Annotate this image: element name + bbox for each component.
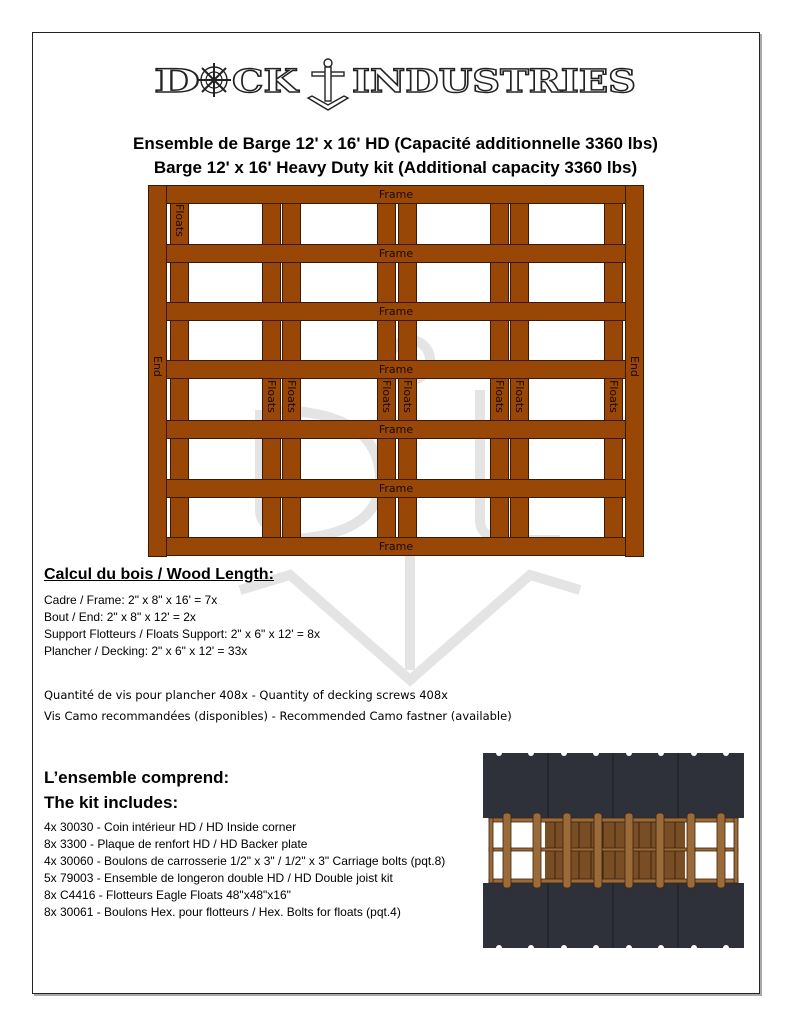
wood-item: Bout / End: 2" x 8" x 12' = 2x xyxy=(44,610,196,624)
kit-item: 5x 79003 - Ensemble de longeron double HD / HD Double joist kit xyxy=(44,871,393,885)
frame-board: Frame xyxy=(166,302,626,321)
float-support: Floats xyxy=(377,195,396,551)
end-board: End xyxy=(148,185,167,557)
float-support: Floats xyxy=(604,195,623,551)
kit-item: 4x 30060 - Boulons de carrosserie 1/2" x 3" / 1/2" x 3" Carriage bolts (pqt.8) xyxy=(44,854,446,868)
barge-render-image xyxy=(483,753,744,948)
dock-industries-logo xyxy=(152,58,640,112)
frame-board: Frame xyxy=(166,185,626,204)
float-support: Floats xyxy=(282,195,301,551)
frame-board: Frame xyxy=(166,479,626,498)
kit-heading-english: The kit includes: xyxy=(44,793,179,812)
screw-recommendation: Vis Camo recommandées (disponibles) - Recommended Camo fastner (available) xyxy=(44,709,512,723)
kit-heading-french: L’ensemble comprend: xyxy=(44,768,230,787)
wood-length-heading: Calcul du bois / Wood Length: xyxy=(44,566,274,583)
ship-wheel-icon xyxy=(197,63,231,97)
barge-frame-diagram xyxy=(148,185,644,557)
float-support: Floats xyxy=(398,195,417,551)
svg-text:D: D xyxy=(154,62,200,100)
float-support: Floats xyxy=(262,195,281,551)
frame-board: Frame xyxy=(166,537,626,556)
kit-item: 8x 3300 - Plaque de renfort HD / HD Backer plate xyxy=(44,837,308,851)
title-english: Barge 12' x 16' Heavy Duty kit (Additional capacity 3360 lbs) xyxy=(153,158,638,177)
svg-text:CK: CK xyxy=(232,62,300,100)
frame-board: Frame xyxy=(166,360,626,379)
float-support: Floats xyxy=(490,195,509,551)
wood-item: Support Flotteurs / Floats Support: 2" x 6" x 12' = 8x xyxy=(44,627,320,641)
svg-text:INDUSTRIES: INDUSTRIES xyxy=(352,62,636,100)
frame-board: Frame xyxy=(164,420,628,439)
wood-item: Plancher / Decking: 2" x 6" x 12' = 33x xyxy=(44,644,248,658)
end-board: End xyxy=(625,185,644,557)
anchor-icon xyxy=(308,59,348,110)
kit-item: 4x 30030 - Coin intérieur HD / HD Inside corner xyxy=(44,820,297,834)
float-support: Floats xyxy=(170,195,189,551)
screw-quantity: Quantité de vis pour plancher 408x - Quantity of decking screws 408x xyxy=(44,688,448,702)
frame-board: Frame xyxy=(166,244,626,263)
float-support: Floats xyxy=(510,195,529,551)
kit-item: 8x 30061 - Boulons Hex. pour flotteurs / Hex. Bolts for floats (pqt.4) xyxy=(44,905,401,919)
title-french: Ensemble de Barge 12' x 16' HD (Capacité additionnelle 3360 lbs) xyxy=(133,134,658,153)
wood-item: Cadre / Frame: 2" x 8" x 16' = 7x xyxy=(44,593,218,607)
kit-item: 8x C4416 - Flotteurs Eagle Floats 48"x48"x16" xyxy=(44,888,291,902)
